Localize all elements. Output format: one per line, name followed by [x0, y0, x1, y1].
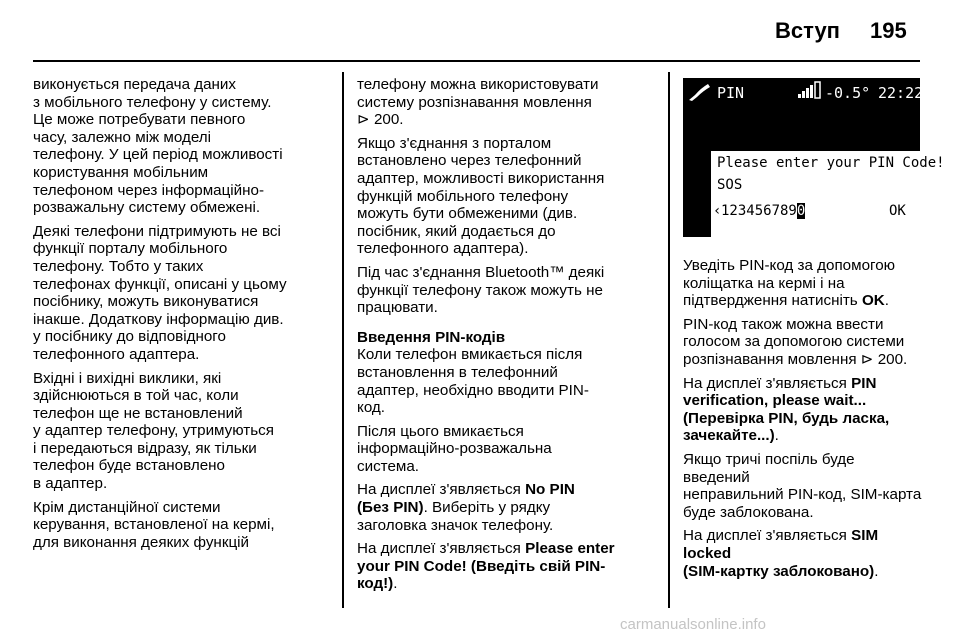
paragraph-text: . — [393, 575, 398, 593]
text-column-3 — [683, 257, 923, 586]
paragraph-text: . — [884, 292, 889, 310]
paragraph — [683, 375, 923, 445]
display-status-bar — [683, 78, 924, 110]
display-message: PIN verification, please wait... (Перевірка PIN, будь ласка, зачекайте...) — [683, 374, 890, 445]
paragraph-text: На дисплеї з'являється — [357, 540, 526, 558]
pin-digits — [721, 203, 805, 219]
pin-entry-panel — [711, 151, 945, 237]
paragraph-text: На дисплеї з'являється — [357, 481, 526, 499]
status-label: PIN — [717, 84, 745, 102]
text-column-2 — [357, 76, 653, 599]
paragraph: Якщо з'єднання з порталом встановлено через телефонний адаптер, можливості використання функцій мобільного телефону можуть бути обмеженими (див. посібник, який додається до телефонного адаптера). — [357, 134, 605, 258]
paragraph: Деякі телефони підтримують не всі функції порталу мобільного телефону. Тобто у таких телефонах функції, описані у цьому посібнику, можуть виконуватися інакше. Додаткову інформацію див. у посібнику до відповідного телефонного адаптера. — [33, 222, 287, 363]
paragraph: Під час з'єднання Bluetooth™ деякі функції телефону також можуть не працювати. — [357, 263, 605, 317]
paragraph: Після цього вмикається інформаційно-розважальна система. — [357, 422, 552, 475]
sos-option[interactable]: SOS — [717, 177, 743, 193]
phone-handset-icon — [687, 81, 711, 101]
section-title: Вступ — [775, 18, 840, 43]
paragraph: PIN-код також можна ввести голосом за допомогою системи розпізнавання мовлення ⊳ 200. — [683, 315, 908, 368]
paragraph — [683, 527, 923, 580]
page-number: 195 — [870, 18, 907, 43]
header-rule — [33, 60, 920, 62]
display-screenshot — [683, 78, 945, 237]
button-reference: OK — [861, 292, 885, 310]
paragraph — [357, 481, 653, 534]
display-message: No PIN (Без PIN) — [357, 481, 575, 517]
paragraph: виконується передача даних з мобільного телефону у систему. Це може потребувати певного часу, залежно між моделі телефону. У цей період можливості користування мобільним телефоном через інформаційно- розважальну систему обмежені. — [33, 76, 283, 217]
pin-cursor-digit[interactable]: 0 — [796, 203, 806, 219]
paragraph: телефону можна використовувати систему розпізнавання мовлення ⊳ 200. — [357, 76, 599, 129]
display-message: Please enter your PIN Code! (Введіть свій PIN- код!) — [357, 540, 615, 593]
text-column-1 — [33, 76, 333, 557]
paragraph-text: . — [774, 427, 779, 445]
paragraph — [357, 540, 653, 593]
temperature-readout: -0.5° — [825, 84, 871, 102]
ok-button[interactable]: OK — [889, 203, 906, 219]
paragraph-text: Уведіть PIN-код за допомогою коліщатка на кермі і на підтвердження натисніть — [683, 257, 896, 310]
paragraph: Крім дистанційної системи керування, встановленої на кермі, для виконання деяких функцій — [33, 498, 275, 551]
section-heading: Введення PIN-кодів — [357, 328, 506, 346]
paragraph-text: . Виберіть у рядку заголовка значок телефону. — [357, 499, 554, 534]
paragraph: Коли телефон вмикається після встановлення в телефонний адаптер, необхідно вводити PIN- код. — [357, 346, 589, 417]
paragraph: Вхідні і вихідні виклики, які здійснюються в той час, коли телефон ще не встановлений у адаптер телефону, утримуються і передаються відразу, як тільки телефон буде встановлено в адаптер. — [33, 369, 274, 493]
paragraph — [683, 257, 923, 310]
paragraph-text: . — [874, 562, 879, 580]
signal-strength-icon — [798, 81, 822, 99]
column-divider-right — [668, 72, 670, 608]
paragraph-text: На дисплеї з'являється — [683, 374, 852, 392]
pin-prompt: Please enter your PIN Code! — [717, 155, 945, 171]
clock-readout: 22:22 — [878, 84, 924, 102]
column-divider-left — [342, 72, 344, 608]
display-message: SIM locked (SIM-картку заблоковано) — [683, 527, 879, 580]
pin-entered-digits: 123456789 — [721, 203, 797, 219]
watermark: carmanualsonline.info — [620, 616, 766, 633]
backspace-icon[interactable]: ‹ — [713, 203, 722, 219]
paragraph-text: На дисплеї з'являється — [683, 527, 852, 545]
paragraph: Якщо тричі поспіль буде введений неправильний PIN-код, SIM-карта буде заблокована. — [683, 450, 922, 521]
